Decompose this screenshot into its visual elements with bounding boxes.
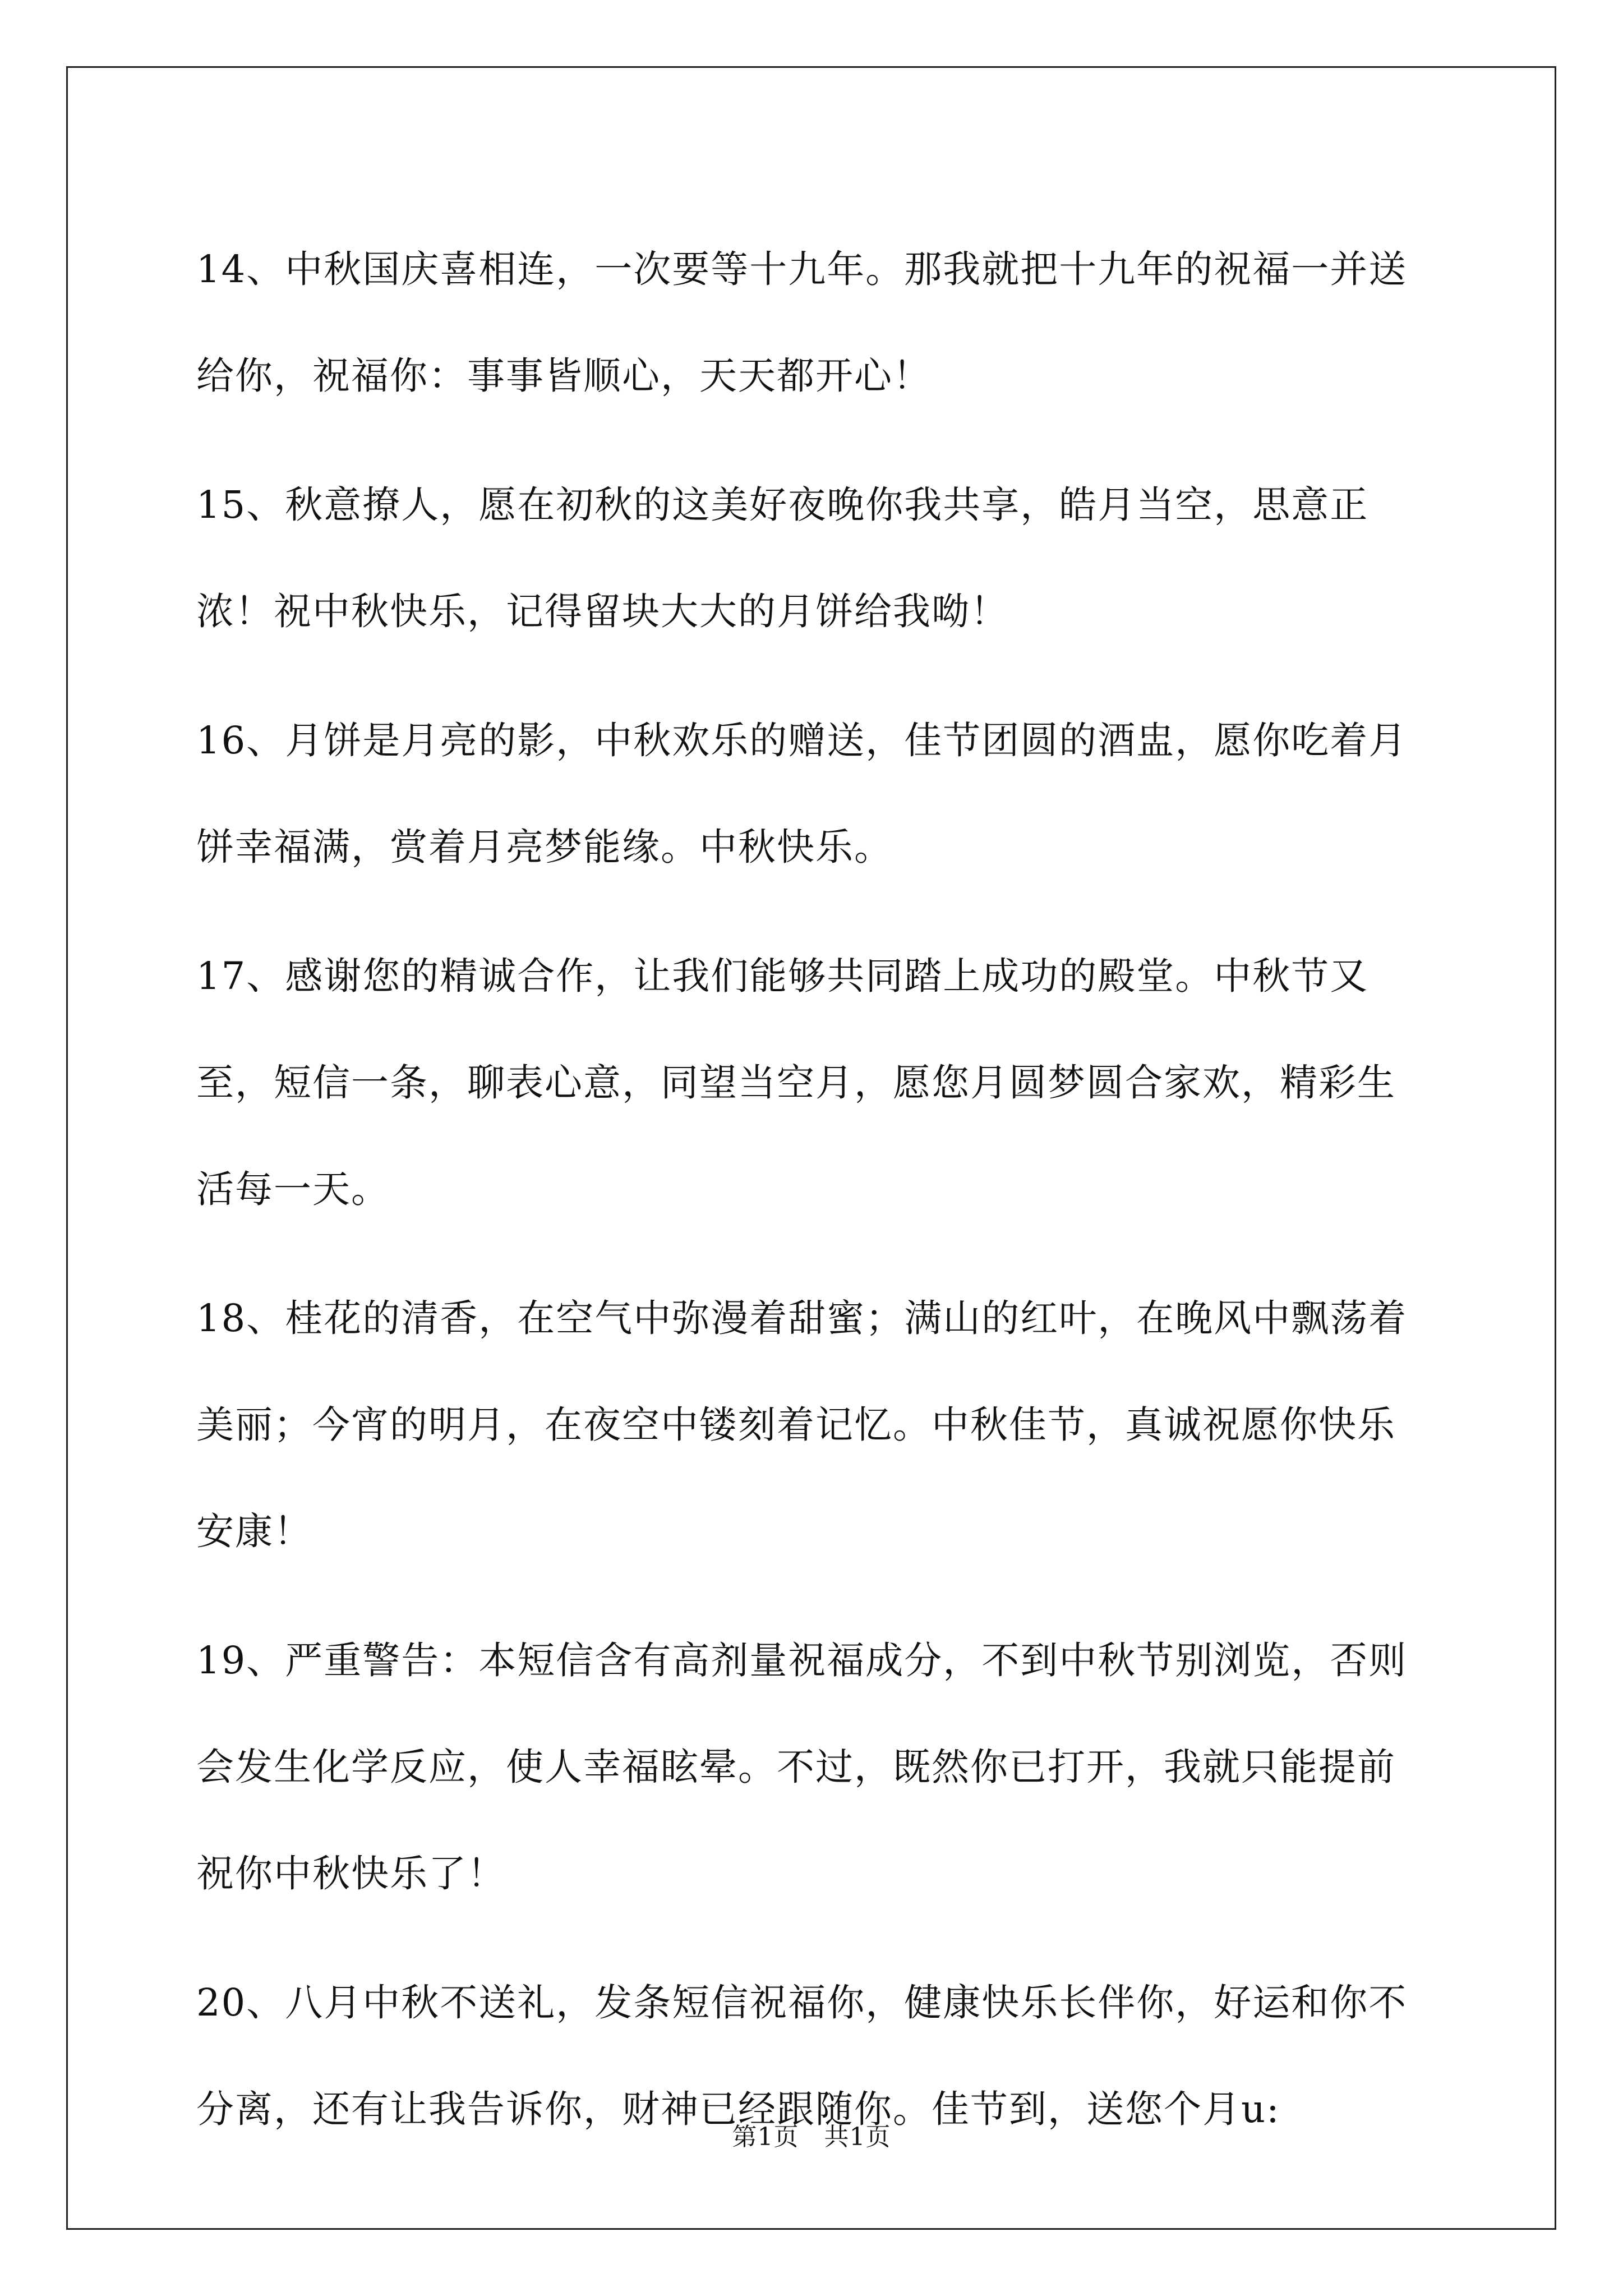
page-number-footer: 第1页 共1页 bbox=[732, 2123, 891, 2151]
paragraph-14: 14、中秋国庆喜相连，一次要等十九年。那我就把十九年的祝福一并送给你，祝福你：事事皆顺心，天天都开心！ bbox=[196, 247, 1408, 398]
paragraph-16: 16、月饼是月亮的影，中秋欢乐的赠送，佳节团圆的酒盅，愿你吃着月饼幸福满，赏着月亮梦能缘。中秋快乐。 bbox=[196, 719, 1408, 869]
paragraph-20: 20、八月中秋不送礼，发条短信祝福你，健康快乐长伴你，好运和你不分离，还有让我告诉你，财神已经跟随你。佳节到，送您个月u: bbox=[196, 1981, 1408, 2131]
document-body bbox=[196, 216, 1430, 2162]
paragraph-15: 15、秋意撩人，愿在初秋的这美好夜晚你我共享，皓月当空，思意正浓！祝中秋快乐，记得留块大大的月饼给我呦！ bbox=[196, 483, 1369, 633]
paragraph-17: 17、感谢您的精诚合作，让我们能够共同踏上成功的殿堂。中秋节又至，短信一条，聊表心意，同望当空月，愿您月圆梦圆合家欢，精彩生活每一天。 bbox=[196, 954, 1396, 1211]
paragraph-19: 19、严重警告：本短信含有高剂量祝福成分，不到中秋节别浏览，否则会发生化学反应，使人幸福眩晕。不过，既然你已打开，我就只能提前祝你中秋快乐了！ bbox=[196, 1639, 1408, 1895]
paragraph-18: 18、桂花的清香，在空气中弥漫着甜蜜；满山的红叶，在晚风中飘荡着美丽；今宵的明月，在夜空中镂刻着记忆。中秋佳节，真诚祝愿你快乐安康！ bbox=[196, 1296, 1408, 1553]
